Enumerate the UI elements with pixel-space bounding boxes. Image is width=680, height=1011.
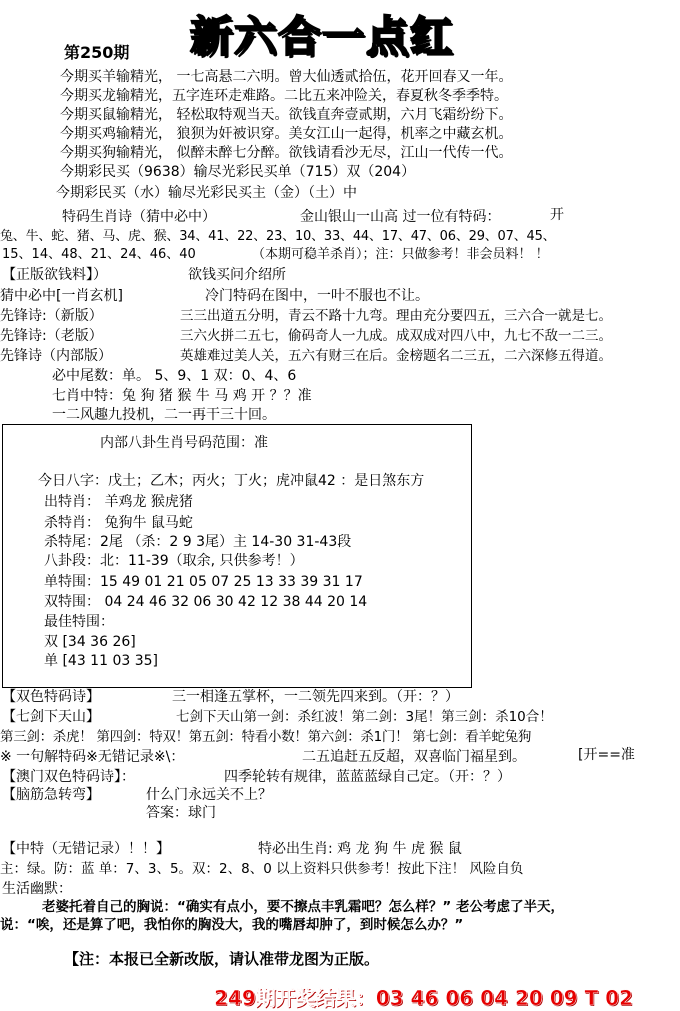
row-text: 冷门特码在图中，一叶不服也不让。 (205, 288, 429, 304)
poem-line-7: 今期彩民买（水）输尽光彩民买主（金）（土）中 (56, 185, 357, 201)
qi-xiao: 七肖中特：兔 狗 猪 猴 牛 马 鸡 开 ？？准 (52, 388, 312, 404)
box-shuang: 双特围： 04 24 46 32 06 30 42 12 38 44 20 14 (44, 594, 368, 610)
tema-text: 金山银山一山高 过一位有特码： (300, 209, 501, 225)
jiu-line: 一二风趣九投机，二一再干三十回。 (52, 407, 276, 423)
poem-line-3: 今期买鼠输精光， 轻松取特观当天。欲钱直奔壹贰期，六月飞霜纷纷下。 (60, 107, 513, 123)
row-label: 先锋诗:（新版） (0, 308, 103, 324)
row-text: 三六火拼二五七，偷码奇人一九成。成双成对四八中，九七不敌一二三。 (180, 328, 612, 344)
poem-line-6: 今期彩民买（9638）输尽光彩民买单（715）双（204） (60, 164, 416, 180)
youmo-line-2: 说：“唉，还是算了吧，我怕你的胸没大，我的嘴唇却肿了，到时候怎么办？” (0, 917, 464, 933)
zhongte-label: 【中特（无错记录）！！】 (2, 841, 170, 857)
box-bazi: 今日八字：戊土；乙木；丙火；丁火；虎冲鼠42 ：是日煞东方 (38, 473, 425, 489)
tema-line-1: 兔、牛、蛇、猪、马、虎、猴、34、41、22、23、10、33、44、17、47、06、29、07、45、 (0, 229, 556, 244)
youmo-label: 生活幽默： (2, 881, 72, 897)
row-text: 英雄难过美人关，五六有财三在后。金榜题名二三五，二六深修五得道。 (180, 348, 612, 364)
yiju-kai: [开==准 (578, 747, 635, 763)
box-dan: 单特围：15 49 01 21 05 07 25 13 33 39 31 17 (44, 574, 363, 590)
box-zd: 单 [43 11 03 35] (44, 653, 158, 669)
poem-line-1: 今期买羊输精光， 一七高悬二六明。曾大仙透贰拾伍，花开回春又一年。 (60, 69, 513, 85)
poem-line-2: 今期买龙输精光，五字连环走难路。二比五来冲险关，春夏秋冬季季特。 (60, 88, 508, 104)
poem-line-4: 今期买鸡输精光， 狼狈为奸被识穿。美女江山一起得，机率之中藏玄机。 (60, 126, 513, 142)
poem-line-5: 今期买狗输精光， 似醉未醉七分醉。欲钱请看沙无尽，江山一代传一代。 (60, 145, 513, 161)
row-text: 欲钱买问介绍所 (188, 267, 286, 283)
wei-shu: 必中尾数：单。 5、9、1 双：0、4、6 (52, 368, 297, 384)
yiju-label: ※ 一句解特码※无错记录※\： (0, 749, 185, 765)
row-label: 先锋诗:（老版） (0, 328, 103, 344)
naojin-answer: 答案：球门 (146, 805, 216, 821)
box-bagua: 八卦段：北：11-39（取余, 只供参考！） (44, 553, 304, 569)
naojin-label: 【脑筋急转弯】 (2, 787, 100, 803)
youmo-line-1: 老婆托着自己的胸说：“确实有点小，要不擦点丰乳霜吧？怎么样？” 老公考虑了半天， (42, 899, 564, 915)
issue-number: 第250期 (64, 43, 130, 62)
tema-label: 特码生肖诗（猜中必中） (62, 209, 216, 225)
naojin-question: 什么门永远关不上？ (146, 787, 272, 803)
aomen-text: 四季轮转有规律，蓝蓝蓝绿自己定。（开：？） (224, 769, 511, 785)
box-zs: 双 [34 36 26] (44, 634, 136, 650)
box-zuijia: 最佳特围： (44, 614, 114, 630)
zhongte-text: 特必出生肖: 鸡 龙 狗 牛 虎 猴 鼠 (258, 841, 462, 857)
box-title: 内部八卦生肖号码范围：准 (100, 435, 268, 451)
row-label: 猜中必中[一肖玄机] (0, 288, 123, 304)
lower-text: 三一相逢五掌杯，一二领先四来到。（开：？） (172, 689, 459, 705)
box-sha: 杀特肖： 兔狗牛 鼠马蛇 (44, 515, 193, 531)
row-text: 三三出道五分明，青云不路十九弯。理由充分要四五，三六合一就是七。 (180, 308, 612, 324)
page-title: 新六合一点红 (190, 12, 455, 61)
jian-line: 第三剑：杀虎！ 第四剑：特双！第五剑：特看小数！第六剑：杀1门！ 第七剑：看羊蛇兔狗 (0, 729, 532, 745)
tema-line-2: 15、14、48、21、24、46、40 (2, 247, 196, 262)
draw-result: 249期开奖结果：03 46 06 04 20 09 T 02 (214, 986, 633, 1010)
lower-label: 【双色特码诗】 (2, 689, 100, 705)
tema-kai: 开 (550, 207, 564, 223)
box-shawei: 杀特尾：2尾 （杀：2 9 3尾）主 14-30 31-43段 (44, 534, 352, 550)
lower-text: 七剑下天山第一剑：杀红波！第二剑：3尾！第三剑：杀10合！ (176, 709, 553, 725)
tema-line-2b: （本期可稳羊杀肖）；注：只做参考！非会员料！ ！ (252, 247, 549, 262)
row-label: 先锋诗（内部版） (0, 348, 112, 364)
aomen-label: 【澳门双色特码诗】： (2, 769, 135, 785)
version-note: 【注：本报已全新改版，请认准带龙图为正版。 (64, 950, 380, 968)
lower-label: 【七剑下天山】 (2, 709, 100, 725)
box-chu: 出特肖： 羊鸡龙 猴虎猪 (44, 494, 193, 510)
yiju-text: 二五追赶五反超，双喜临门福星到。 (302, 749, 526, 765)
row-label: 【正版欲钱料】） (2, 267, 107, 283)
zhu-line: 主：绿。防：蓝 单：7、3、5。双：2、8、0 以上资料只供参考！按此下注！ 风险自负 (0, 861, 524, 877)
